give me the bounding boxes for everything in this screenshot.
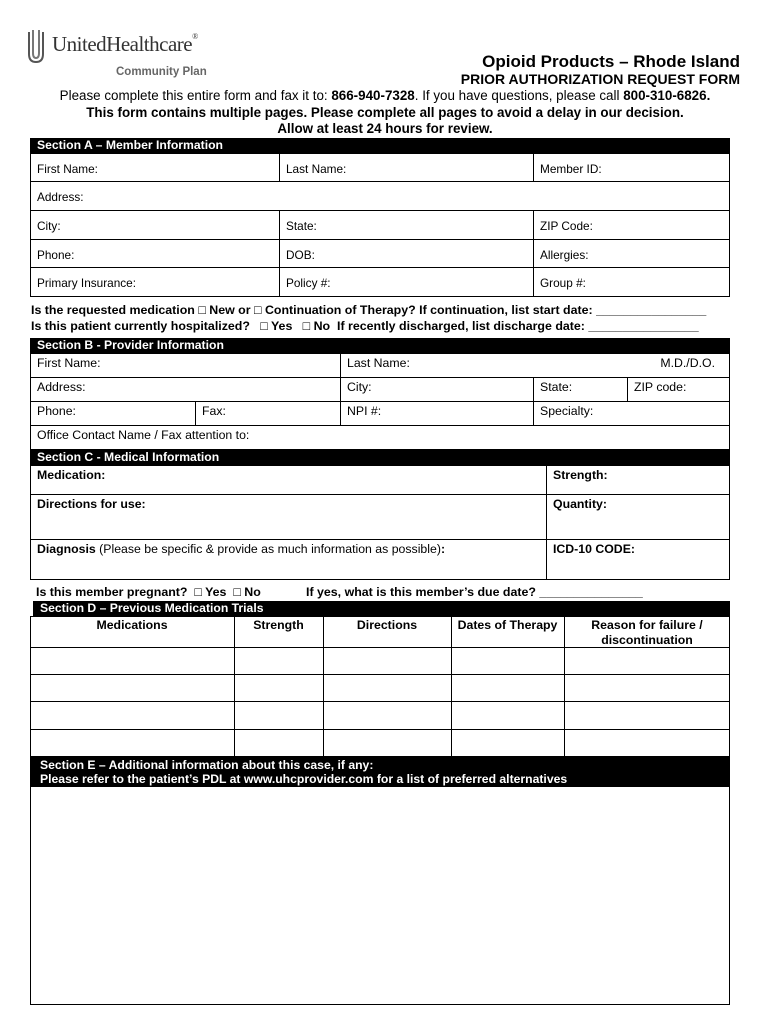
logo-subtitle: Community Plan — [116, 66, 207, 78]
table-row-line — [30, 729, 730, 730]
col-directions: Directions — [356, 618, 418, 632]
member-zip-field[interactable]: ZIP Code: — [533, 210, 730, 240]
table-row-line — [30, 647, 730, 648]
hospitalized-yes-checkbox[interactable]: □ — [260, 319, 268, 333]
provider-city-field[interactable]: City: — [340, 377, 534, 402]
uhc-logo-icon — [26, 28, 46, 64]
table-divider — [451, 616, 452, 757]
office-contact-field[interactable]: Office Contact Name / Fax attention to: — [30, 425, 730, 450]
member-allergies-field[interactable]: Allergies: — [533, 239, 730, 268]
provider-state-field[interactable]: State: — [533, 377, 628, 402]
quantity-field[interactable]: Quantity: — [546, 494, 730, 540]
member-last-name-field[interactable]: Last Name: — [279, 153, 534, 182]
table-divider — [234, 616, 235, 757]
member-address-field[interactable]: Address: — [30, 181, 730, 211]
instructions-line2: This form contains multiple pages. Please complete all pages to avoid a delay in our decision. — [86, 105, 684, 120]
form-title: Opioid Products – Rhode Island — [482, 52, 740, 71]
due-date-question: If yes, what is this member’s due date? _______________ — [306, 585, 643, 599]
pregnant-no-checkbox[interactable]: □ — [233, 585, 241, 599]
logo-brand: UnitedHealthcare® — [52, 32, 198, 56]
section-b-header: Section B - Provider Information — [30, 338, 730, 353]
col-dates-of-therapy: Dates of Therapy — [457, 618, 558, 632]
policy-number-field[interactable]: Policy #: — [279, 267, 534, 297]
group-number-field[interactable]: Group #: — [533, 267, 730, 297]
continuation-checkbox[interactable]: □ — [254, 303, 262, 317]
medication-field[interactable]: Medication: — [30, 465, 547, 495]
member-city-field[interactable]: City: — [30, 210, 280, 240]
pregnant-question: Is this member pregnant? □ Yes □ No — [36, 585, 261, 599]
section-c-header: Section C - Medical Information — [30, 450, 730, 465]
col-medications: Medications — [96, 618, 168, 632]
instructions-line3: Allow at least 24 hours for review. — [277, 121, 493, 136]
instructions-line1: Please complete this entire form and fax it to: 866-940-7328. If you have questions, please call 800-310-6826. — [59, 88, 711, 103]
new-checkbox[interactable]: □ — [198, 303, 206, 317]
additional-info-field[interactable] — [30, 787, 730, 1005]
col-reason-for-failure: Reason for failure / — [591, 618, 703, 632]
requested-medication-question: Is the requested medication □ New or □ Continuation of Therapy? If continuation, list start date: ________________ — [31, 303, 707, 317]
provider-fax-field[interactable]: Fax: — [195, 401, 341, 426]
section-a-header: Section A – Member Information — [30, 138, 730, 153]
pregnant-yes-checkbox[interactable]: □ — [194, 585, 202, 599]
section-e-header — [30, 757, 730, 787]
member-first-name-field[interactable]: First Name: — [30, 153, 280, 182]
member-state-field[interactable]: State: — [279, 210, 534, 240]
table-row-line — [30, 674, 730, 675]
table-row-line — [30, 701, 730, 702]
section-e-note: Please refer to the patient’s PDL at www.uhcprovider.com for a list of preferred alternatives — [40, 772, 568, 786]
form-subtitle: PRIOR AUTHORIZATION REQUEST FORM — [460, 71, 740, 87]
table-divider — [323, 616, 324, 757]
provider-last-name-field[interactable]: Last Name: M.D./D.O. — [340, 353, 730, 378]
section-e-title: Section E – Additional information about this case, if any: — [40, 758, 374, 772]
member-id-field[interactable]: Member ID: — [533, 153, 730, 182]
provider-phone-field[interactable]: Phone: — [30, 401, 196, 426]
provider-address-field[interactable]: Address: — [30, 377, 341, 402]
section-d-header: Section D – Previous Medication Trials — [33, 601, 730, 616]
primary-insurance-field[interactable]: Primary Insurance: — [30, 267, 280, 297]
strength-field[interactable]: Strength: — [546, 465, 730, 495]
provider-first-name-field[interactable]: First Name: — [30, 353, 341, 378]
member-phone-field[interactable]: Phone: — [30, 239, 280, 268]
md-do-label: M.D./D.O. — [660, 356, 715, 370]
provider-zip-field[interactable]: ZIP code: — [627, 377, 730, 402]
provider-npi-field[interactable]: NPI #: — [340, 401, 534, 426]
member-dob-field[interactable]: DOB: — [279, 239, 534, 268]
directions-field[interactable]: Directions for use: — [30, 494, 547, 540]
diagnosis-field[interactable]: Diagnosis (Please be specific & provide as much information as possible): — [30, 539, 547, 580]
hospitalized-no-checkbox[interactable]: □ — [302, 319, 311, 333]
col-discontinuation: discontinuation — [601, 633, 693, 647]
hospitalized-question: Is this patient currently hospitalized? □ Yes □ No If recently discharged, list discharge date: ________________ — [31, 319, 699, 333]
col-strength: Strength — [253, 618, 304, 632]
icd10-field[interactable]: ICD-10 CODE: — [546, 539, 730, 580]
provider-specialty-field[interactable]: Specialty: — [533, 401, 730, 426]
